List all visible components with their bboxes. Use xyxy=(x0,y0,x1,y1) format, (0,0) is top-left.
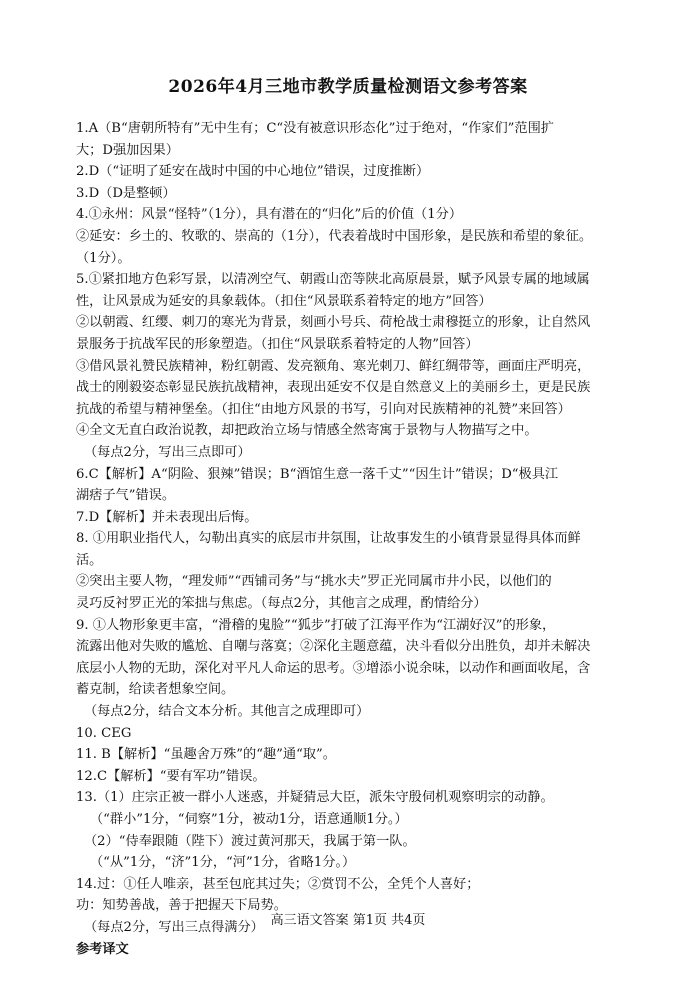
answer-line: 11. B【解析】“虽趣舍万殊”的“趣”通“取”。 xyxy=(76,747,336,763)
answer-line: （每点2分，结合文本分析。其他言之成理即可） xyxy=(84,704,370,720)
answer-line: 大；D强加因果） xyxy=(76,142,179,158)
answer-line: 13.（1）庄宗正被一群小人迷惑，并疑猜忌大臣，派朱守殷伺机观察明宗的动静。 xyxy=(76,790,554,806)
answer-line: ②延安：乡土的、牧歌的、崇高的（1分），代表着战时中国形象，是民族和希望的象征。 xyxy=(76,228,593,244)
answer-line: ③借风景礼赞民族精神，粉红朝霞、发亮额角、寒光刺刀、鲜红绸带等，画面庄严明亮， xyxy=(76,358,591,374)
answer-line: 参考译文 xyxy=(76,941,129,957)
answer-line: 8. ①用职业指代人，勾勒出真实的底层市井氛围，让故事发生的小镇背景显得具体而鲜 xyxy=(76,531,581,547)
answer-line: 湖痞子气”错误。 xyxy=(76,488,176,504)
page-footer: 高三语文答案 第1页 共4页 xyxy=(270,913,426,928)
answer-line: 景服务于抗战军民的形象塑造。（扣住“风景联系着特定的人物”回答） xyxy=(76,336,479,352)
answer-line: 功：知势善战，善于把握天下局势。 xyxy=(76,898,287,914)
answer-line: （“从”1分，“济”1分，“河”1分，省略1分。） xyxy=(90,855,356,871)
answer-line: 2.D（“证明了延安在战时中国的中心地位”错误，过度推断） xyxy=(76,164,430,180)
answer-line: 战士的刚毅姿态彰显民族抗战精神，表现出延安不仅是自然意义上的美丽乡土，更是民族 xyxy=(76,380,591,396)
answer-line: 9. ①人物形象更丰富，“滑稽的鬼脸”“狐步”打破了江海平作为“江湖好汉”的形象， xyxy=(76,617,556,633)
answer-line: 蓄克制，给读者想象空间。 xyxy=(76,682,235,698)
answer-line: （2）“侍奉跟随（陛下）渡过黄河那天，我属于第一队。 xyxy=(84,833,416,849)
answer-content xyxy=(76,118,636,960)
answer-line: 抗战的希望与精神堡垒。（扣住“由地方风景的书写，引向对民族精神的礼赞”来回答） xyxy=(76,401,571,417)
answer-line: 3.D（D是整顿） xyxy=(76,185,176,201)
answer-line: 5.①紧扣地方色彩写景，以清冽空气、朝霞山峦等陕北高原晨景，赋予风景专属的地域属 xyxy=(76,272,590,288)
answer-line: 1.A（B“唐朝所特有”无中生有；C“没有被意识形态化”过于绝对，“作家们”范围扩 xyxy=(76,121,554,136)
answer-line: 底层小人物的无助，深化对平凡人命运的思考。③增添小说余味，以动作和画面收尾，含 xyxy=(76,660,591,676)
answer-line: 性，让风景成为延安的具象载体。（扣住“风景联系着特定的地方”回答） xyxy=(76,293,492,309)
answer-line: 10. CEG xyxy=(76,725,132,741)
answer-line: （每点2分，写出三点得满分） xyxy=(84,919,264,935)
answer-line: 流露出他对失败的尴尬、自嘲与落寞；②深化主题意蕴，决斗看似分出胜负，却并未解决 xyxy=(76,639,591,655)
answer-line: 灵巧反衬罗正光的笨拙与焦虑。（每点2分，其他言之成理，酌情给分） xyxy=(76,596,487,612)
answer-line: （每点2分，写出三点即可） xyxy=(84,444,251,460)
answer-line: 活。 xyxy=(76,552,103,568)
answer-line: 7.D【解析】并未表现出后悔。 xyxy=(76,509,258,525)
answer-line: ④全文无直白政治说教，却把政治立场与情感全然寄寓于景物与人物描写之中。 xyxy=(76,423,538,439)
answer-line: ②以朝霞、红缨、刺刀的寒光为背景，刻画小号兵、荷枪战士肃穆挺立的形象，让自然风 xyxy=(76,315,591,331)
answer-line: （“群小”1分，“伺察”1分，被动1分，语意通顺1分。） xyxy=(90,812,408,827)
answer-line: ②突出主要人物，“理发师”“西铺司务”与“挑水夫”罗正光同属市井小民，以他们的 xyxy=(76,574,552,590)
answer-line: 14.过：①任人唯亲，甚至包庇其过失；②赏罚不公，全凭个人喜好； xyxy=(76,876,480,892)
answer-line: 4.①永州：风景“怪特”（1分），具有潜在的“归化”后的价值（1分） xyxy=(76,207,463,223)
answer-line: 12.C【解析】“要有军功”错误。 xyxy=(76,768,266,784)
answer-line: 6.C【解析】A“阴险、狠辣”错误；B“酒馆生意一落千丈”“因生计”错误；D“极具江 xyxy=(76,466,559,482)
answer-line: （1分）。 xyxy=(76,250,131,266)
page-title: 2026年4月三地市教学质量检测语文参考答案 xyxy=(168,77,528,97)
